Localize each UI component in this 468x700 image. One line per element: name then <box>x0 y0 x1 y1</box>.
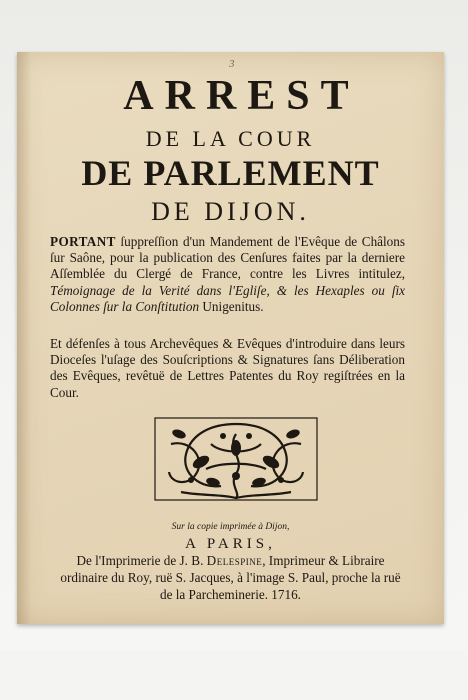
title-line-2: DE LA COUR <box>145 126 316 151</box>
title-line-3: DE PARLEMENT <box>81 153 380 193</box>
title-line-1: ARREST <box>123 73 360 119</box>
book-title-italic: Témoignage de la Verité dans l'Egliſe <box>50 282 267 298</box>
paragraph-text: Unigenitus. <box>199 298 264 314</box>
paragraph-portant <box>50 234 405 315</box>
copy-note: Sur la copie imprimée à Dijon, <box>171 522 290 532</box>
title-line-4: DE DIJON. <box>151 197 310 226</box>
imprint-text-part: , Imprimeur & Libraire ordinaire du Roy, ruë S. Jacques, à l'image S. Paul, proche la ruë de la Parcheminerie. 1716. <box>60 553 401 602</box>
pencil-mark: 3 <box>229 58 235 70</box>
document-page <box>17 52 444 624</box>
paragraph-text: ſuppreſſion d'un Mandement de l'Evêque de Châlons ſur Saône, pour la publication des Cenſures faites par la derniere Aſſemblée du Clergé de France, contre les Livres intitulez, <box>50 234 405 282</box>
imprint-city: A PARIS, <box>185 536 276 552</box>
paragraph-text: , <box>266 282 277 298</box>
imprint-text <box>53 552 408 603</box>
lead-word: PORTANT <box>50 234 116 249</box>
imprint-text-part: De l'Imprimerie de J. B. <box>76 553 207 568</box>
book-title-italic: & les Hexaples ou ſix Colonnes ſur la Conſtitution <box>50 282 405 314</box>
printer-name: Delespine <box>206 553 263 568</box>
foliage-tailpiece-icon <box>151 414 321 504</box>
paragraph-defenses: Et défenſes à tous Archevêques & Evêques d'introduire dans leurs Dioceſes l'uſage des Souſcriptions & Signatures ſans Déliberation des Evêques, revêtuë de Lettres Patentes du Roy regiſtrées en la Cour. <box>50 336 405 400</box>
